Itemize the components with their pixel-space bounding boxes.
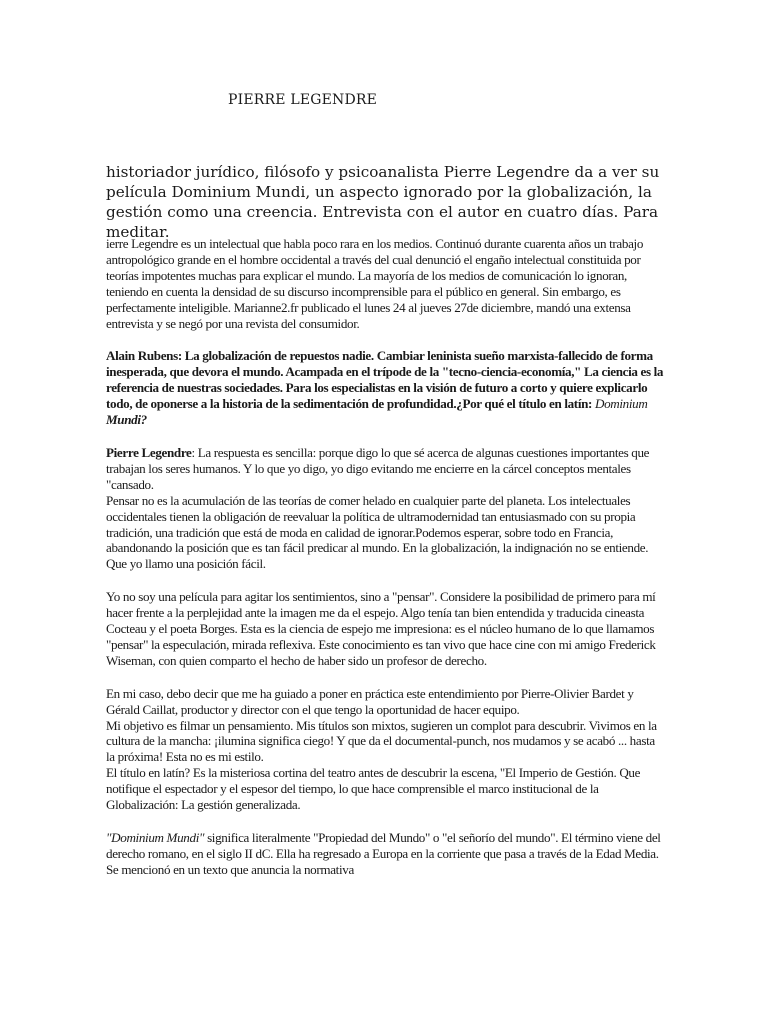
paragraph-1: ierre Legendre es un intelectual que habla poco rara en los medios. Continuó durante cuarenta años un trabajo antropológico grande en el hombre occidental a través del cual denunció el engaño intelectual constituida por teorías impotentes muchas para explicar el mundo. La mayoría de los medios de comunicación lo ignoran, teniendo en cuenta la densidad de su discurso incomprensible para el público en general. Sin embargo, es perfectamente inteligible. Marianne2.fr publicado el lunes 24 al jueves 27de diciembre, mandó una extensa entrevista y se negó por una revista del consumidor. <box>106 236 644 331</box>
answer-1 <box>106 445 666 493</box>
paragraph-5 <box>106 830 666 878</box>
page-title: PIERRE LEGENDRE <box>228 92 378 108</box>
paragraph-5-text: significa literalmente "Propiedad del Mundo" o "el señorío del mundo". El término viene del derecho romano, en el siglo II dC. Ella ha regresado a Europa en la corriente que pasa a través de la Edad Media. Se mencionó en un texto que anuncia la normativa <box>106 830 661 877</box>
question-title-b: Mundi? <box>106 412 147 428</box>
paragraph-4-line-1: En mi caso, debo decir que me ha guiado a poner en práctica este entendimiento por Pierre-Olivier Bardet y Gérald Caillat, productor y director con el que tengo la oportunidad de hacer equipo. <box>106 685 634 717</box>
paragraph-3: Yo no soy una película para agitar los sentimientos, sino a "pensar". Considere la posibilidad de primero para mí hacer frente a la perplejidad ante la imagen me da el espejo. Algo tenía tan bien entendida y traducida cineasta Cocteau y el poeta Borges. Esta es la ciencia de espejo me impresiona: es el núcleo humano de lo que llamamos "pensar" la especulación, mirada reflexiva. Este conocimiento es tan vivo que hace cine con mi amigo Frederick Wiseman, con quien comparto el hecho de haber sido un profesor de derecho. <box>106 589 656 668</box>
question-text: : La globalización de repuestos nadie. Cambiar leninista sueño marxista-fallecido de forma inesperada, que devora el mundo. Acampada en el trípode de la "tecno-ciencia-economía," La ciencia es la referencia de nuestras sociedades. Para los especialistas en la visión de futuro a corto y quiere explicarlo todo, de oponerse a la historia de la sedimentación de profundidad.¿Por qué el título en latín: <box>106 348 664 412</box>
intro-paragraph: historiador jurídico, filósofo y psicoanalista Pierre Legendre da a ver su película Dominium Mundi, un aspecto ignorado por la globalización, la gestión como una creencia. Entrevista con el autor en cuatro días. Para meditar. <box>106 163 660 241</box>
article-body <box>106 236 666 878</box>
answer-line-2: Pensar no es la acumulación de las teorías de comer helado en cualquier parte del planeta. Los intelectuales occidentales tienen la obligación de reevaluar la política de ultramodernidad tan entusiasmado con su propia tradición, una tradición que está de moda en calidad de ignorar.Podemos esperar, sobre todo en Francia, abandonando la posición que es tan fácil predicar al mundo. En la globalización, la indignación no se entiende. Que yo llamo una posición fácil. <box>106 492 649 572</box>
paragraph-5-quote: "Dominium Mundi" <box>106 830 205 845</box>
question-title-a: Dominium <box>594 396 648 412</box>
question-1 <box>106 348 666 428</box>
answer-line-1: : La respuesta es sencilla: porque digo lo que sé acerca de algunas cuestiones importantes que trabajan los seres humanos. Y lo que yo digo, yo digo evitando me encierre en la cárcel conceptos mentales "cansado. <box>106 444 650 492</box>
paragraph-4-line-2: Mi objetivo es filmar un pensamiento. Mis títulos son mixtos, sugieren un complot para descubrir. Vivimos en la cultura de la mancha: ¡ilumina significa ciego! Y que da el documental-punch, nos mudamos y se acabó ... hasta la próxima! Esta no es mi estilo. <box>106 717 657 765</box>
answer-speaker: Pierre Legendre <box>106 444 192 460</box>
paragraph-4-line-3: El título en latín? Es la misteriosa cortina del teatro antes de descubrir la escena, "El Imperio de Gestión. Que notifique el espectador y el espesor del tiempo, lo que hace comprensible el marco institucional de la Globalización: La gestión generalizada. <box>106 765 641 813</box>
question-speaker: Alain Rubens <box>106 348 178 364</box>
